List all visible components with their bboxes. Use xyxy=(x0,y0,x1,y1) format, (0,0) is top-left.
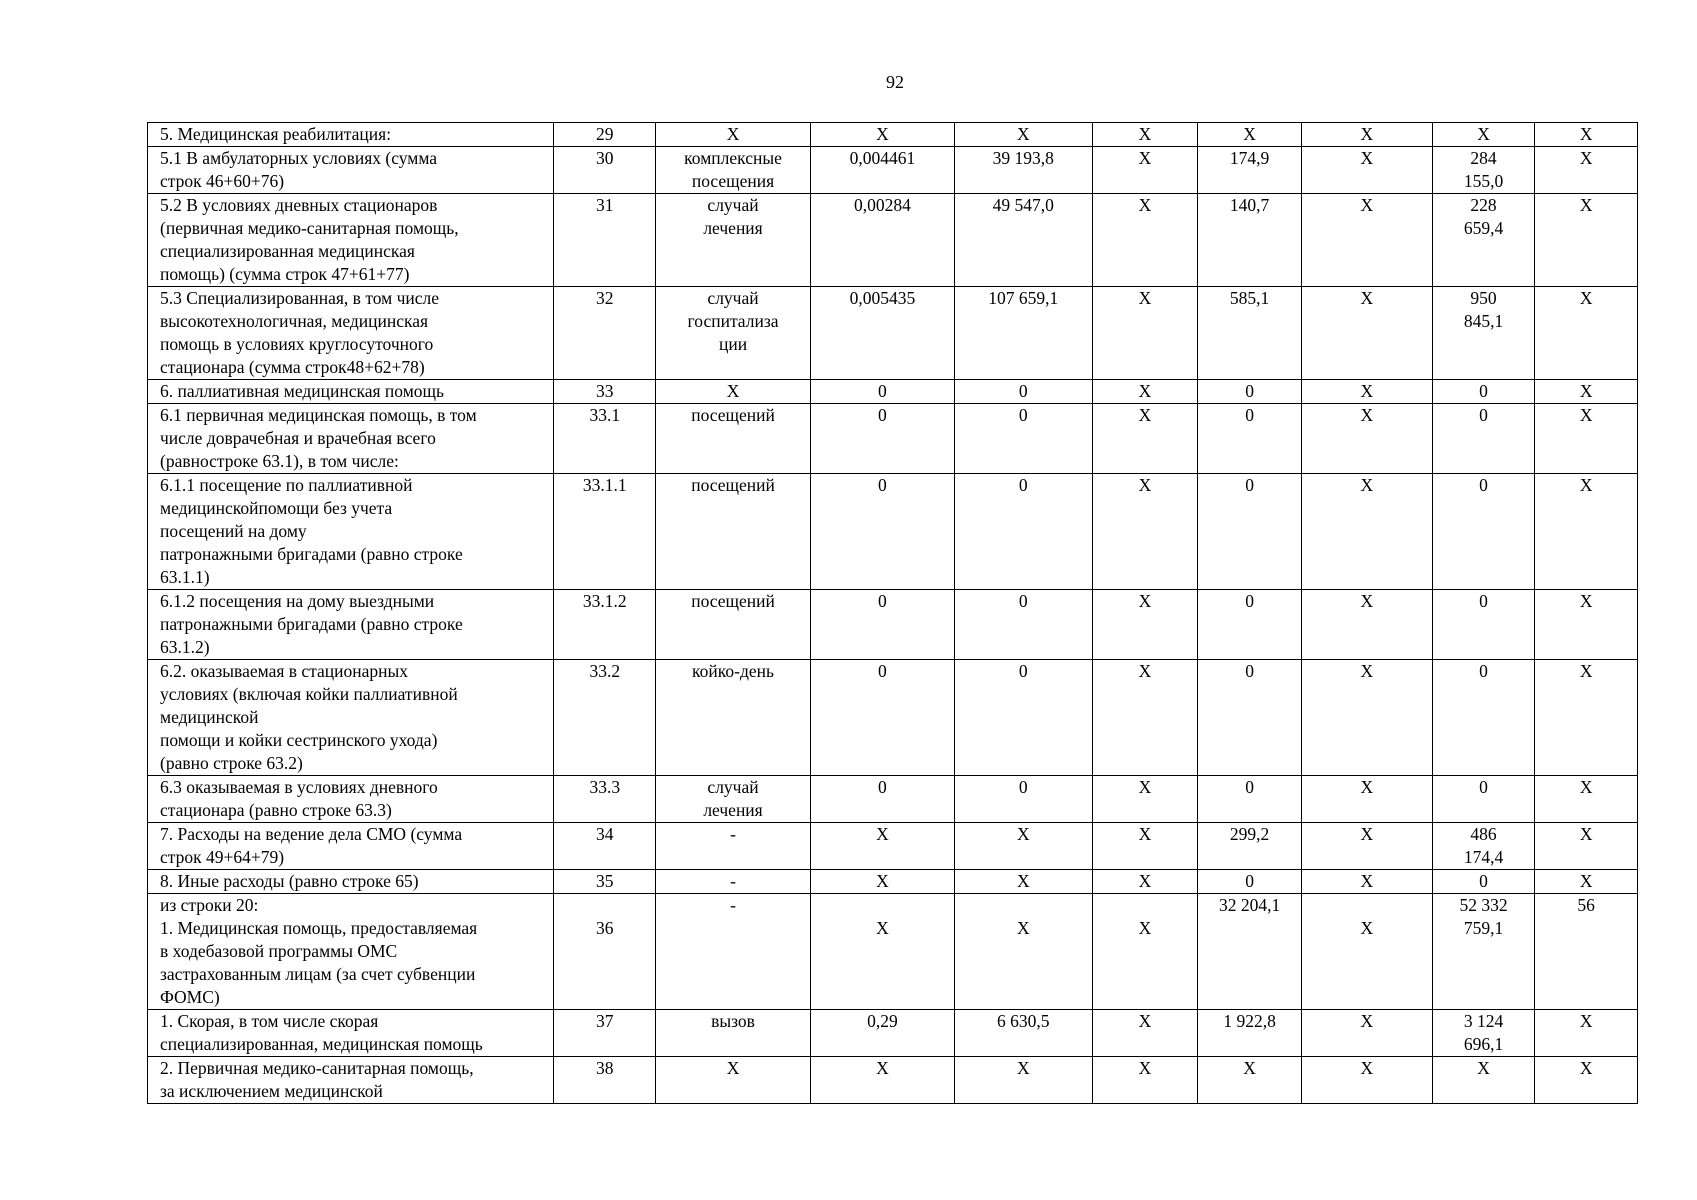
data-table xyxy=(147,122,1638,1104)
table-cell: Х xyxy=(1092,194,1198,287)
table-row xyxy=(148,1057,1638,1104)
table-cell: 32 xyxy=(554,287,656,380)
table-cell: Х xyxy=(954,1057,1092,1104)
table-cell: 0 xyxy=(1432,404,1535,474)
table-row xyxy=(148,776,1638,823)
table-cell: Х xyxy=(1092,823,1198,870)
table-cell: Х xyxy=(1301,660,1432,776)
table-cell: Х xyxy=(1092,147,1198,194)
table-row xyxy=(148,894,1638,1010)
table-cell: Х xyxy=(1092,590,1198,660)
table-cell: 585,1 xyxy=(1198,287,1302,380)
table-cell: 0 xyxy=(810,474,954,590)
table-cell: 38 xyxy=(554,1057,656,1104)
table-row xyxy=(148,660,1638,776)
table-cell: 31 xyxy=(554,194,656,287)
table-cell: 299,2 xyxy=(1198,823,1302,870)
table-cell: Х xyxy=(1535,870,1638,894)
table-cell: 174,9 xyxy=(1198,147,1302,194)
table-cell: - xyxy=(656,894,811,1010)
table-row xyxy=(148,147,1638,194)
table-cell: 29 xyxy=(554,123,656,147)
table-row xyxy=(148,870,1638,894)
table-row xyxy=(148,1010,1638,1057)
table-cell: Х xyxy=(954,894,1092,1010)
table-cell: 0 xyxy=(954,474,1092,590)
table-cell: 0,005435 xyxy=(810,287,954,380)
table-cell: Х xyxy=(1301,287,1432,380)
table-row xyxy=(148,123,1638,147)
table-cell: 0 xyxy=(954,380,1092,404)
table-cell: 950 845,1 xyxy=(1432,287,1535,380)
table-cell: Х xyxy=(1301,776,1432,823)
table-cell: 52 332 759,1 xyxy=(1432,894,1535,1010)
table-cell: случай госпитализа ции xyxy=(656,287,811,380)
row-label-cell: 5.3 Специализированная, в том числе высокотехнологичная, медицинская помощь в условиях круглосуточного стационара (сумма строк48+62+78) xyxy=(148,287,554,380)
table-row xyxy=(148,287,1638,380)
table-cell: Х xyxy=(1535,1057,1638,1104)
table-cell: Х xyxy=(1535,147,1638,194)
table-cell: Х xyxy=(1198,1057,1302,1104)
table-cell: Х xyxy=(1301,823,1432,870)
table-cell: Х xyxy=(1535,404,1638,474)
table-cell: 34 xyxy=(554,823,656,870)
table-cell: Х xyxy=(954,823,1092,870)
table-cell: Х xyxy=(1301,380,1432,404)
table-cell: 0 xyxy=(1432,590,1535,660)
table-cell: Х xyxy=(1092,870,1198,894)
table-cell: 0 xyxy=(1198,776,1302,823)
row-label-cell: 6.1 первичная медицинская помощь, в том числе доврачебная и врачебная всего (равностроке 63.1), в том числе: xyxy=(148,404,554,474)
table-cell: 39 193,8 xyxy=(954,147,1092,194)
table-cell: 0 xyxy=(810,590,954,660)
table-cell: 3 124 696,1 xyxy=(1432,1010,1535,1057)
row-label-cell: 5.1 В амбулаторных условиях (сумма строк 46+60+76) xyxy=(148,147,554,194)
table-cell: 36 xyxy=(554,894,656,1010)
table-cell: - xyxy=(656,870,811,894)
table-cell: Х xyxy=(954,123,1092,147)
table-cell: Х xyxy=(1535,287,1638,380)
table-cell: Х xyxy=(1092,1010,1198,1057)
table-cell: 0 xyxy=(1198,474,1302,590)
table-cell: Х xyxy=(1198,123,1302,147)
table-cell: Х xyxy=(810,870,954,894)
table-cell: 33 xyxy=(554,380,656,404)
table-cell: Х xyxy=(1092,776,1198,823)
table-cell: Х xyxy=(1432,1057,1535,1104)
table-cell: Х xyxy=(1535,1010,1638,1057)
table-cell: 33.1.1 xyxy=(554,474,656,590)
table-cell: посещений xyxy=(656,590,811,660)
table-cell: Х xyxy=(1535,590,1638,660)
table-cell: 0 xyxy=(810,380,954,404)
table-cell: 0 xyxy=(1198,404,1302,474)
table-cell: Х xyxy=(1432,123,1535,147)
row-label-cell: 5.2 В условиях дневных стационаров (первичная медико-санитарная помощь, специализированная медицинская помощь) (сумма строк 47+61+77) xyxy=(148,194,554,287)
table-cell: Х xyxy=(1301,1010,1432,1057)
table-row xyxy=(148,404,1638,474)
table-cell: Х xyxy=(1092,894,1198,1010)
table-cell: Х xyxy=(656,380,811,404)
row-label-cell: 5. Медицинская реабилитация: xyxy=(148,123,554,147)
table-row xyxy=(148,380,1638,404)
table-cell: Х xyxy=(1301,404,1432,474)
table-cell: Х xyxy=(1301,894,1432,1010)
table-body xyxy=(148,123,1638,1104)
table-cell: 6 630,5 xyxy=(954,1010,1092,1057)
table-cell: вызов xyxy=(656,1010,811,1057)
row-label-cell: 8. Иные расходы (равно строке 65) xyxy=(148,870,554,894)
table-cell: Х xyxy=(1301,123,1432,147)
table-cell: 32 204,1 xyxy=(1198,894,1302,1010)
table-cell: Х xyxy=(1301,194,1432,287)
table-cell: 486 174,4 xyxy=(1432,823,1535,870)
row-label-cell: из строки 20: 1. Медицинская помощь, предоставляемая в ходебазовой программы ОМС застрахованным лицам (за счет субвенции ФОМС) xyxy=(148,894,554,1010)
table-cell: 0 xyxy=(1198,870,1302,894)
table-cell: Х xyxy=(1092,1057,1198,1104)
table-cell: 0 xyxy=(1198,380,1302,404)
table-cell: Х xyxy=(1301,590,1432,660)
table-cell: 107 659,1 xyxy=(954,287,1092,380)
table-cell: Х xyxy=(810,823,954,870)
table-cell: койко-день xyxy=(656,660,811,776)
table-cell: 37 xyxy=(554,1010,656,1057)
table-cell: Х xyxy=(1092,380,1198,404)
row-label-cell: 1. Скорая, в том числе скорая специализированная, медицинская помощь xyxy=(148,1010,554,1057)
table-cell: Х xyxy=(1092,660,1198,776)
table-cell: 0 xyxy=(810,776,954,823)
table-cell: 1 922,8 xyxy=(1198,1010,1302,1057)
row-label-cell: 6.2. оказываемая в стационарных условиях (включая койки паллиативной медицинской помощи и койки сестринского ухода) (равно строке 63.2) xyxy=(148,660,554,776)
table-cell: 0 xyxy=(1432,870,1535,894)
table-cell: 35 xyxy=(554,870,656,894)
table-cell: Х xyxy=(1301,1057,1432,1104)
table-cell: Х xyxy=(1535,194,1638,287)
table-cell: Х xyxy=(810,1057,954,1104)
table-cell: 0 xyxy=(810,404,954,474)
table-row xyxy=(148,823,1638,870)
table-cell: Х xyxy=(1092,474,1198,590)
table-cell: Х xyxy=(1092,123,1198,147)
table-cell: 0 xyxy=(1432,776,1535,823)
table-cell: 33.1 xyxy=(554,404,656,474)
table-cell: 0 xyxy=(1432,474,1535,590)
table-cell: посещений xyxy=(656,474,811,590)
table-cell: 0 xyxy=(954,776,1092,823)
table-cell: Х xyxy=(656,123,811,147)
table-cell: Х xyxy=(1535,660,1638,776)
table-cell: Х xyxy=(1301,870,1432,894)
table-cell: 49 547,0 xyxy=(954,194,1092,287)
table-cell: случай лечения xyxy=(656,194,811,287)
table-cell: Х xyxy=(1535,474,1638,590)
table-cell: Х xyxy=(810,894,954,1010)
table-cell: Х xyxy=(1535,823,1638,870)
table-cell: Х xyxy=(1092,404,1198,474)
table-cell: 284 155,0 xyxy=(1432,147,1535,194)
table-cell: 0 xyxy=(1198,590,1302,660)
table-cell: 0,004461 xyxy=(810,147,954,194)
table-cell: комплексные посещения xyxy=(656,147,811,194)
table-cell: Х xyxy=(1535,776,1638,823)
table-cell: Х xyxy=(1092,287,1198,380)
table-cell: 30 xyxy=(554,147,656,194)
table-cell: 140,7 xyxy=(1198,194,1302,287)
table-cell: 0 xyxy=(1198,660,1302,776)
table-cell: 0,00284 xyxy=(810,194,954,287)
table-cell: 228 659,4 xyxy=(1432,194,1535,287)
table-row xyxy=(148,194,1638,287)
table-cell: Х xyxy=(656,1057,811,1104)
table-cell: 0 xyxy=(954,404,1092,474)
row-label-cell: 6.1.2 посещения на дому выездными патронажными бригадами (равно строке 63.1.2) xyxy=(148,590,554,660)
table-cell: Х xyxy=(954,870,1092,894)
row-label-cell: 2. Первичная медико-санитарная помощь, за исключением медицинской xyxy=(148,1057,554,1104)
table-cell: посещений xyxy=(656,404,811,474)
table-row xyxy=(148,590,1638,660)
table-cell: 0 xyxy=(954,590,1092,660)
row-label-cell: 7. Расходы на ведение дела СМО (сумма строк 49+64+79) xyxy=(148,823,554,870)
table-cell: Х xyxy=(1301,474,1432,590)
table-cell: Х xyxy=(810,123,954,147)
table-cell: 0,29 xyxy=(810,1010,954,1057)
table-cell: 33.2 xyxy=(554,660,656,776)
table-row xyxy=(148,474,1638,590)
table-cell: 33.3 xyxy=(554,776,656,823)
table-cell: 0 xyxy=(1432,660,1535,776)
table-cell: - xyxy=(656,823,811,870)
table-cell: 0 xyxy=(1432,380,1535,404)
table-cell: Х xyxy=(1301,147,1432,194)
row-label-cell: 6.1.1 посещение по паллиативной медицинскойпомощи без учета посещений на дому патронажными бригадами (равно строке 63.1.1) xyxy=(148,474,554,590)
row-label-cell: 6.3 оказываемая в условиях дневного стационара (равно строке 63.3) xyxy=(148,776,554,823)
table-cell: 0 xyxy=(810,660,954,776)
table-cell: 56 xyxy=(1535,894,1638,1010)
row-label-cell: 6. паллиативная медицинская помощь xyxy=(148,380,554,404)
table-cell: Х xyxy=(1535,123,1638,147)
table-cell: Х xyxy=(1535,380,1638,404)
table-cell: случай лечения xyxy=(656,776,811,823)
table-cell: 0 xyxy=(954,660,1092,776)
page-number: 92 xyxy=(886,72,904,92)
table-cell: 33.1.2 xyxy=(554,590,656,660)
